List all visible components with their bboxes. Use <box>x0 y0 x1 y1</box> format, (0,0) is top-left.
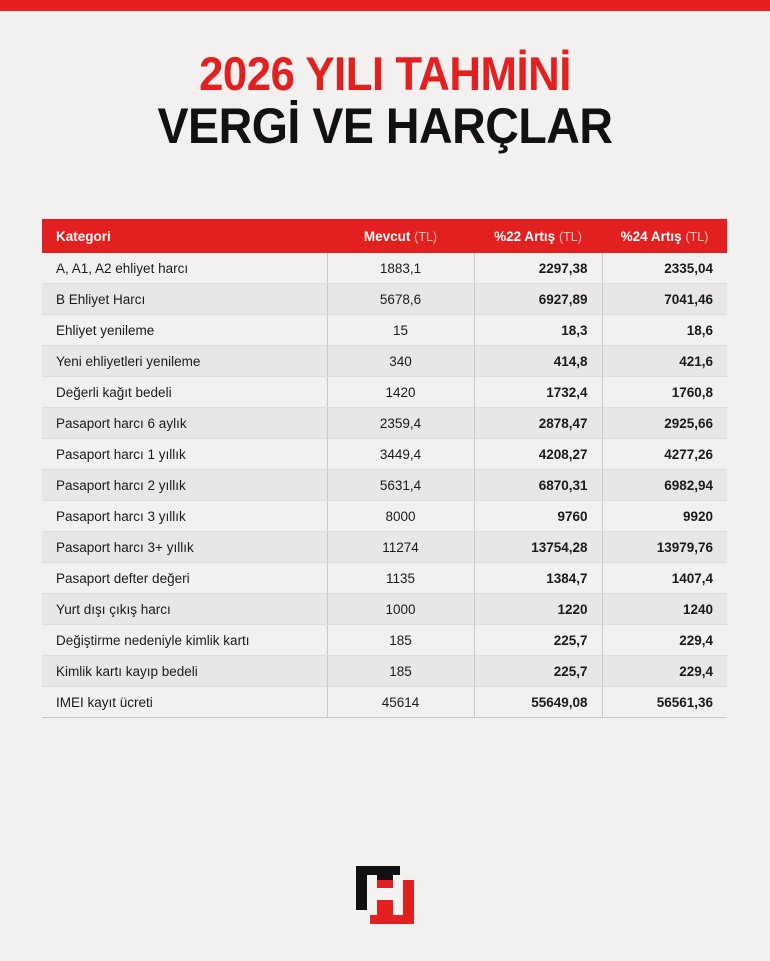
cell-category: Pasaport harcı 3 yıllık <box>42 501 327 532</box>
table-row <box>42 284 727 315</box>
column-header-increase-24-label: %24 Artış <box>620 228 682 244</box>
cell-increase-24: 7041,46 <box>602 284 727 315</box>
table-header-row <box>42 219 727 253</box>
cell-category: Pasaport harcı 2 yıllık <box>42 470 327 501</box>
cell-current: 1135 <box>327 563 474 594</box>
fee-table-body <box>42 253 727 718</box>
column-header-current-unit: (TL) <box>414 229 438 244</box>
cell-increase-22: 9760 <box>474 501 602 532</box>
table-row <box>42 470 727 501</box>
page-title <box>0 48 770 154</box>
table-row <box>42 408 727 439</box>
column-header-current-label: Mevcut <box>363 228 411 244</box>
cell-current: 2359,4 <box>327 408 474 439</box>
fee-table-container <box>42 219 727 718</box>
cell-increase-22: 1384,7 <box>474 563 602 594</box>
cell-current: 5678,6 <box>327 284 474 315</box>
cell-increase-22: 2297,38 <box>474 253 602 284</box>
cell-current: 1883,1 <box>327 253 474 284</box>
cell-current: 1420 <box>327 377 474 408</box>
cell-increase-22: 13754,28 <box>474 532 602 563</box>
cell-increase-24: 1240 <box>602 594 727 625</box>
cell-increase-24: 6982,94 <box>602 470 727 501</box>
page-title-line-1: 2026 YILI TAHMİNİ <box>199 47 571 100</box>
column-header-increase-24-unit: (TL) <box>685 229 709 244</box>
cell-current: 5631,4 <box>327 470 474 501</box>
cell-current: 45614 <box>327 687 474 718</box>
cell-current: 15 <box>327 315 474 346</box>
table-row <box>42 656 727 687</box>
column-header-current[interactable] <box>327 219 474 253</box>
cell-current: 1000 <box>327 594 474 625</box>
cell-increase-22: 1220 <box>474 594 602 625</box>
cell-category: Pasaport harcı 6 aylık <box>42 408 327 439</box>
cell-category: Yurt dışı çıkış harcı <box>42 594 327 625</box>
cell-increase-24: 9920 <box>602 501 727 532</box>
table-row <box>42 315 727 346</box>
cell-current: 8000 <box>327 501 474 532</box>
hurriyet-h-logo <box>356 866 414 924</box>
cell-increase-22: 18,3 <box>474 315 602 346</box>
cell-increase-24: 2335,04 <box>602 253 727 284</box>
cell-increase-22: 225,7 <box>474 625 602 656</box>
table-row <box>42 532 727 563</box>
cell-increase-24: 4277,26 <box>602 439 727 470</box>
cell-current: 11274 <box>327 532 474 563</box>
cell-increase-22: 6870,31 <box>474 470 602 501</box>
cell-increase-24: 56561,36 <box>602 687 727 718</box>
cell-increase-22: 6927,89 <box>474 284 602 315</box>
cell-increase-24: 421,6 <box>602 346 727 377</box>
table-row <box>42 346 727 377</box>
top-accent-bar <box>0 0 770 11</box>
cell-increase-24: 2925,66 <box>602 408 727 439</box>
cell-increase-22: 55649,08 <box>474 687 602 718</box>
table-row <box>42 377 727 408</box>
table-row <box>42 563 727 594</box>
page-title-line-2: VERGİ VE HARÇLAR <box>157 98 613 154</box>
cell-category: Değiştirme nedeniyle kimlik kartı <box>42 625 327 656</box>
column-header-increase-22-unit: (TL) <box>558 229 582 244</box>
cell-increase-24: 229,4 <box>602 625 727 656</box>
table-row <box>42 253 727 284</box>
cell-increase-22: 414,8 <box>474 346 602 377</box>
cell-current: 3449,4 <box>327 439 474 470</box>
cell-category: A, A1, A2 ehliyet harcı <box>42 253 327 284</box>
cell-category: IMEI kayıt ücreti <box>42 687 327 718</box>
cell-category: Ehliyet yenileme <box>42 315 327 346</box>
table-row <box>42 439 727 470</box>
column-header-increase-22-label: %22 Artış <box>494 228 556 244</box>
cell-increase-24: 13979,76 <box>602 532 727 563</box>
cell-current: 185 <box>327 656 474 687</box>
cell-increase-24: 1407,4 <box>602 563 727 594</box>
table-row <box>42 594 727 625</box>
fee-table <box>42 219 727 718</box>
cell-category: Pasaport harcı 3+ yıllık <box>42 532 327 563</box>
cell-increase-24: 18,6 <box>602 315 727 346</box>
cell-category: Değerli kağıt bedeli <box>42 377 327 408</box>
cell-category: B Ehliyet Harcı <box>42 284 327 315</box>
cell-increase-22: 1732,4 <box>474 377 602 408</box>
cell-increase-22: 2878,47 <box>474 408 602 439</box>
cell-increase-22: 225,7 <box>474 656 602 687</box>
fee-table-header <box>42 219 727 253</box>
table-row <box>42 625 727 656</box>
cell-category: Pasaport harcı 1 yıllık <box>42 439 327 470</box>
cell-current: 340 <box>327 346 474 377</box>
cell-category: Pasaport defter değeri <box>42 563 327 594</box>
cell-current: 185 <box>327 625 474 656</box>
cell-increase-24: 229,4 <box>602 656 727 687</box>
cell-increase-22: 4208,27 <box>474 439 602 470</box>
column-header-increase-22[interactable] <box>474 219 602 253</box>
column-header-category[interactable] <box>42 219 327 253</box>
cell-category: Yeni ehliyetleri yenileme <box>42 346 327 377</box>
cell-increase-24: 1760,8 <box>602 377 727 408</box>
cell-category: Kimlik kartı kayıp bedeli <box>42 656 327 687</box>
table-row <box>42 687 727 718</box>
table-row <box>42 501 727 532</box>
column-header-increase-24[interactable] <box>602 219 727 253</box>
column-header-category-label: Kategori <box>56 228 111 244</box>
